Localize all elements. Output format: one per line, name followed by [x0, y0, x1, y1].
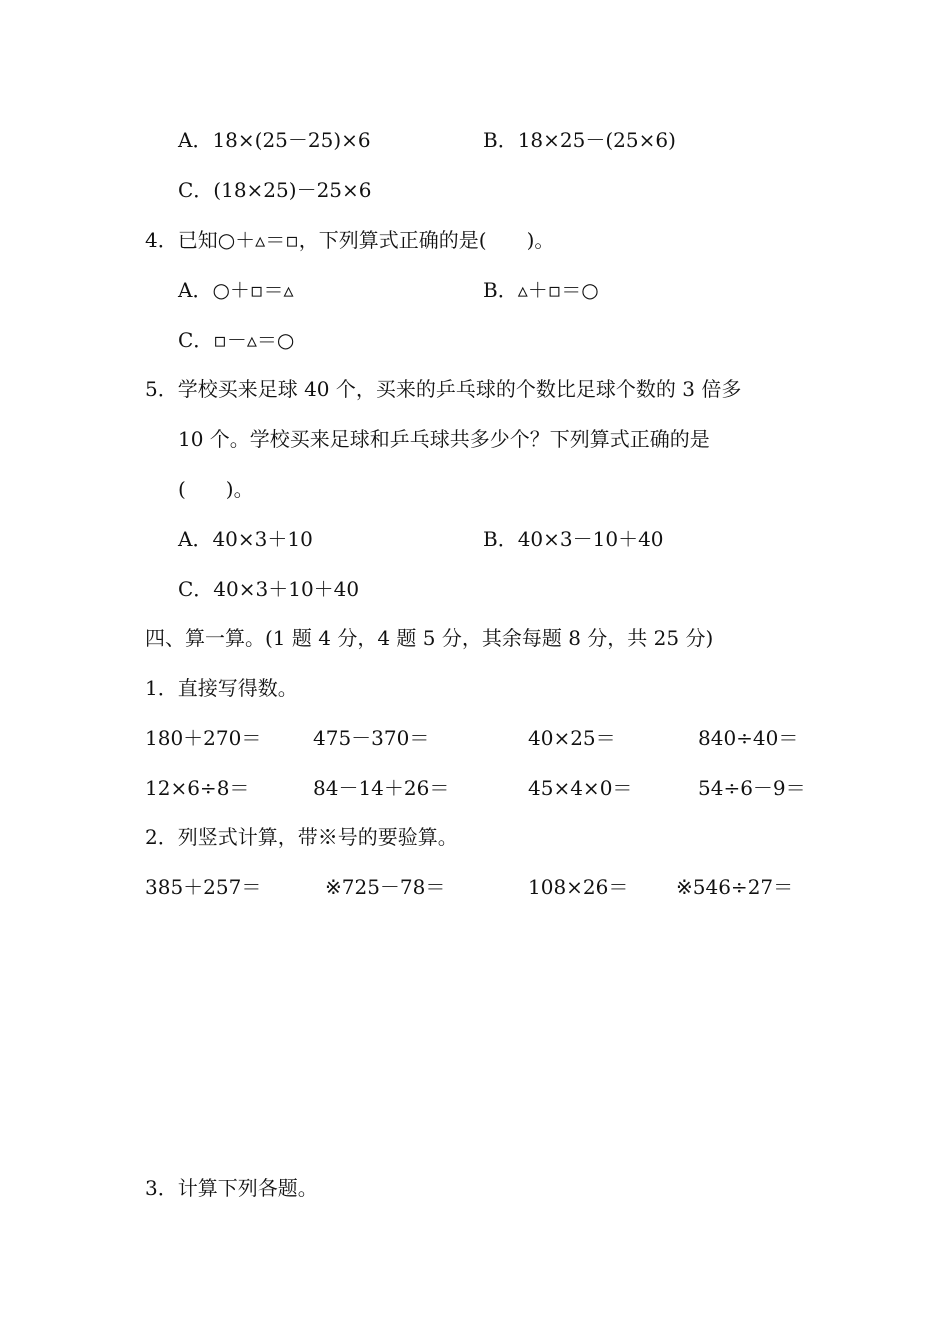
q3-option-a: A．18×(25－25)×6 — [178, 128, 371, 152]
q5-stem-line2: 10 个。学校买来足球和乒乓球共多少个？下列算式正确的是 — [178, 427, 710, 451]
part2-title: 2．列竖式计算，带※号的要验算。 — [145, 825, 458, 849]
part1-row2-item: 54÷6－9＝ — [698, 776, 806, 800]
q5-option-c: C．40×3＋10＋40 — [178, 577, 360, 601]
part2-item: 108×26＝ — [528, 875, 629, 899]
q4-option-a: A．○＋▫＝▵ — [178, 278, 294, 302]
part1-title: 1．直接写得数。 — [145, 676, 298, 700]
part1-row1-item: 475－370＝ — [313, 726, 430, 750]
section4-heading: 四、算一算。(1 题 4 分，4 题 5 分，其余每题 8 分，共 25 分) — [145, 626, 714, 650]
part2-item: ※546÷27＝ — [676, 875, 794, 899]
part1-row1-item: 840÷40＝ — [698, 726, 799, 750]
part2-item: ※725－78＝ — [325, 875, 446, 899]
q4-option-b: B．▵＋▫＝○ — [483, 278, 599, 302]
q3-option-b: B．18×25－(25×6) — [483, 128, 676, 152]
q5-stem-line3: ( )。 — [178, 477, 254, 501]
q4-option-c: C．▫－▵＝○ — [178, 328, 295, 352]
part3-title: 3．计算下列各题。 — [145, 1176, 318, 1200]
part2-item: 385＋257＝ — [145, 875, 262, 899]
q5-stem-line1: 5．学校买来足球 40 个，买来的乒乓球的个数比足球个数的 3 倍多 — [145, 377, 742, 401]
part1-row2-item: 12×6÷8＝ — [145, 776, 250, 800]
q5-option-a: A．40×3＋10 — [178, 527, 313, 551]
part1-row1-item: 40×25＝ — [528, 726, 616, 750]
q4-stem: 4．已知○＋▵＝▫，下列算式正确的是( )。 — [145, 228, 555, 252]
part1-row1-item: 180＋270＝ — [145, 726, 262, 750]
q3-option-c: C．(18×25)－25×6 — [178, 178, 372, 202]
part1-row2-item: 45×4×0＝ — [528, 776, 633, 800]
part1-row2-item: 84－14＋26＝ — [313, 776, 450, 800]
q5-option-b: B．40×3－10＋40 — [483, 527, 664, 551]
